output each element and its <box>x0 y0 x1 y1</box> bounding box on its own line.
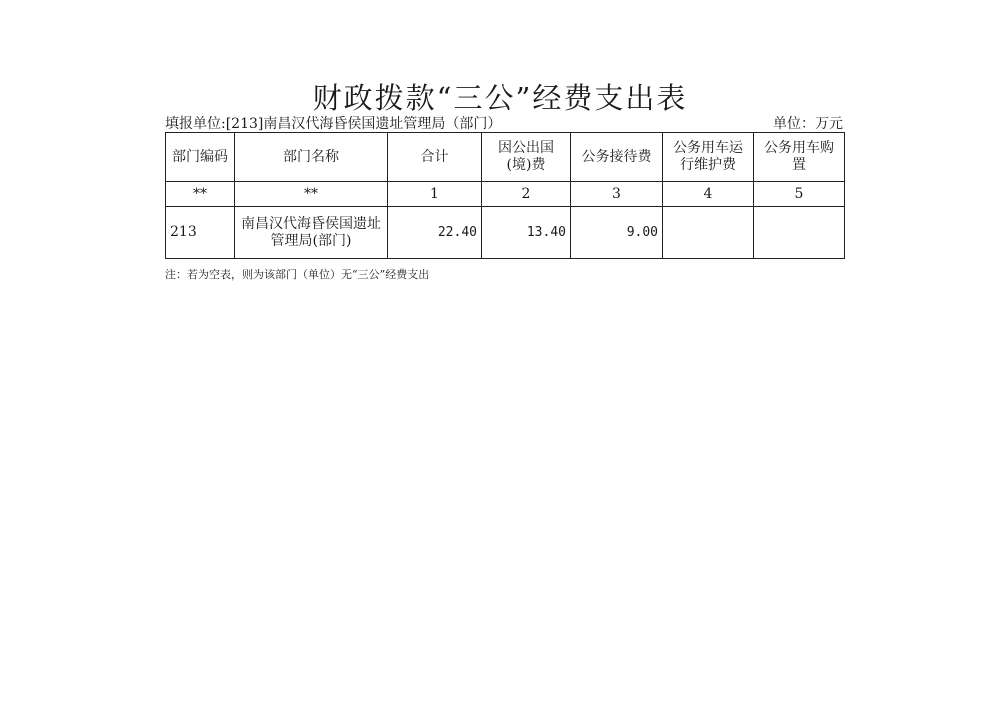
unit-line <box>165 113 843 133</box>
header-dept-code: 部门编码 <box>166 133 235 182</box>
header-vehicle-maintenance: 公务用车运行维护费 <box>663 133 754 182</box>
header-abroad: 因公出国(境)费 <box>482 133 571 182</box>
page-title: 财政拨款“三公”经费支出表 <box>312 81 688 115</box>
footnote: 注：若为空表，则为该部门（单位）无“三公”经费支出 <box>165 268 430 281</box>
header-total: 合计 <box>388 133 482 182</box>
table-row <box>166 207 845 259</box>
cell-vehicle-purchase <box>754 207 845 259</box>
index-cell: ** <box>166 182 235 207</box>
cell-vehicle-maintenance <box>663 207 754 259</box>
index-cell: 5 <box>754 182 845 207</box>
index-cell: ** <box>235 182 388 207</box>
filling-unit: 填报单位:[213]南昌汉代海昏侯国遗址管理局（部门） <box>165 116 502 132</box>
header-row <box>166 133 845 182</box>
cell-dept-name: 南昌汉代海昏侯国遗址管理局(部门) <box>235 207 388 259</box>
index-cell: 4 <box>663 182 754 207</box>
cell-reception: 9.00 <box>571 207 663 259</box>
cell-dept-code: 213 <box>166 207 235 259</box>
index-cell: 1 <box>388 182 482 207</box>
header-vehicle-purchase: 公务用车购置 <box>754 133 845 182</box>
cell-total: 22.40 <box>388 207 482 259</box>
header-dept-name: 部门名称 <box>235 133 388 182</box>
expense-table <box>165 132 845 259</box>
index-cell: 2 <box>482 182 571 207</box>
header-reception: 公务接待费 <box>571 133 663 182</box>
currency-unit: 单位：万元 <box>773 116 843 132</box>
index-row <box>166 182 845 207</box>
cell-abroad: 13.40 <box>482 207 571 259</box>
index-cell: 3 <box>571 182 663 207</box>
